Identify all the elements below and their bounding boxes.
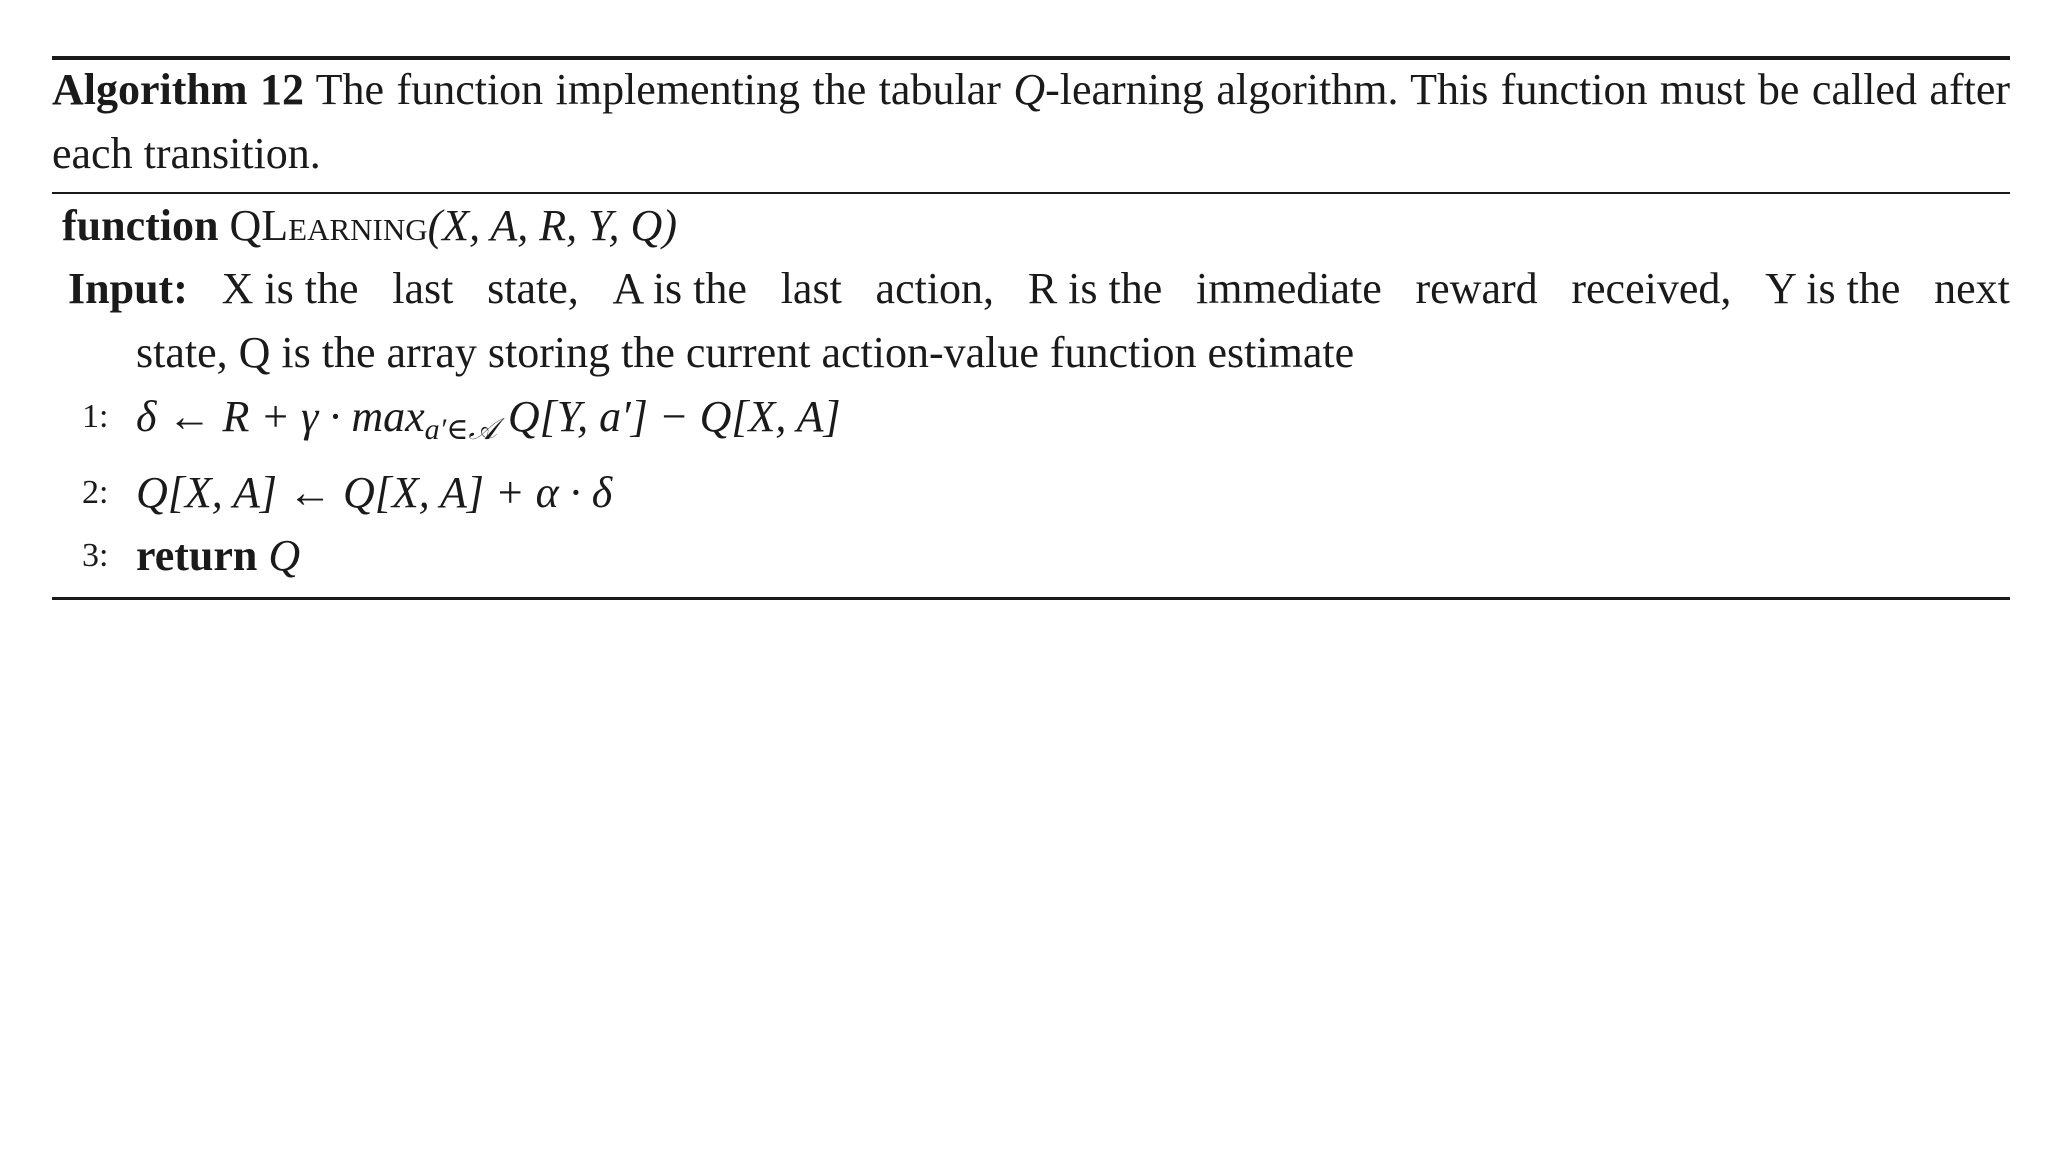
input-word: X is the — [221, 264, 359, 313]
input-word: received, — [1571, 264, 1732, 313]
input-word: R is the — [1027, 264, 1163, 313]
function-name: QLearning — [229, 201, 428, 250]
step-expression: Q — [257, 531, 301, 580]
function-args: (X, A, R, Y, Q) — [427, 201, 677, 250]
input-word: last — [392, 264, 454, 313]
caption-q: Q — [1013, 65, 1046, 114]
input-label: Input: — [68, 264, 188, 313]
input-description — [52, 257, 2010, 385]
algorithm-step-2 — [52, 461, 2010, 524]
input-word: next — [1934, 264, 2010, 313]
step-subscript: a′∈𝒜 — [424, 413, 497, 446]
step-number: 3: — [82, 537, 109, 574]
algorithm-caption — [52, 58, 2010, 186]
input-word: state, — [487, 264, 579, 313]
function-keyword: function — [62, 201, 219, 250]
input-word: immediate — [1196, 264, 1382, 313]
step-expression: δ ← R + γ · max — [136, 392, 425, 441]
input-word: A is the — [612, 264, 747, 313]
return-keyword: return — [136, 531, 258, 580]
input-word: Y is the — [1765, 264, 1901, 313]
step-expression: Q[X, A] ← Q[X, A] + α · δ — [136, 468, 613, 517]
input-word: reward — [1415, 264, 1538, 313]
algorithm-step-1 — [52, 385, 2010, 461]
step-number: 1: — [82, 398, 109, 435]
step-expression-tail: Q[Y, a′] − Q[X, A] — [496, 392, 841, 441]
input-line-1 — [68, 257, 2010, 321]
algorithm-step-3 — [52, 524, 2010, 587]
caption-text-2: -learning algorithm. This function must be called after each transition. — [52, 65, 2011, 178]
input-word: action, — [875, 264, 995, 313]
bottom-rule — [52, 597, 2010, 600]
step-number: 2: — [82, 474, 109, 511]
algorithm-box — [52, 56, 2010, 600]
algorithm-label: Algorithm 12 — [52, 65, 304, 114]
input-line-2: state, Q is the array storing the current action-value function estimate — [136, 328, 1355, 377]
spacer — [52, 587, 2010, 597]
function-signature — [52, 194, 2010, 257]
input-word: last — [780, 264, 842, 313]
caption-text-1: The function implementing the tabular — [315, 65, 1014, 114]
